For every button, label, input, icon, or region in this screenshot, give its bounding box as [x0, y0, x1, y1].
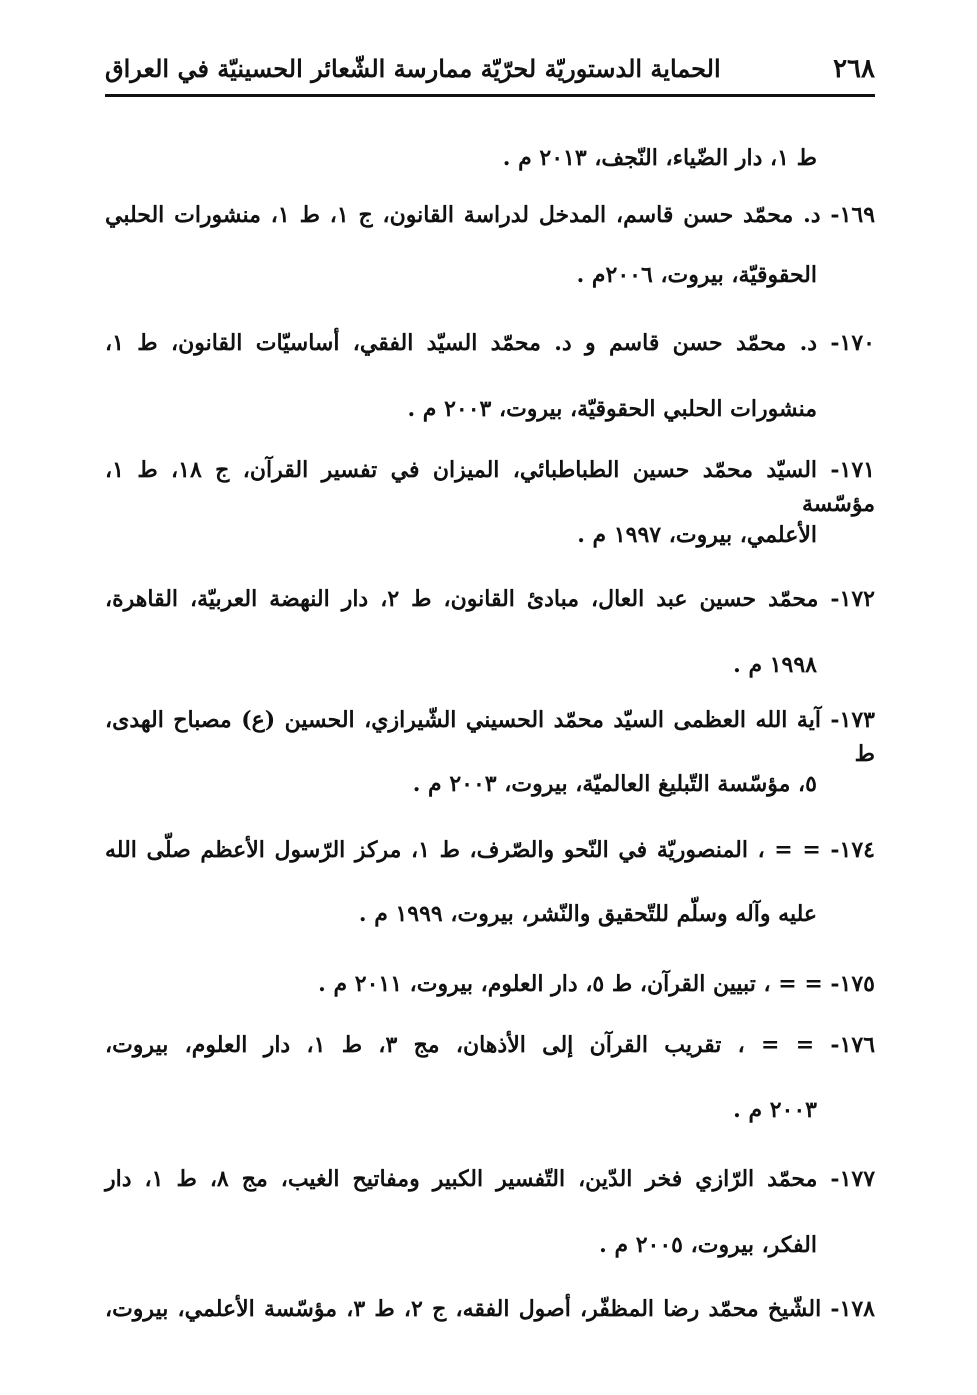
bibliography-entry-176: ١٧٦- = = ، تقريب القرآن إلى الأذهان، مج ٣، ط ١، دار العلوم، بيروت،	[105, 1032, 876, 1058]
bibliography-entry-178: ١٧٨- الشّيخ محمّد رضا المظفّر، أصول الفقه، ج ٢، ط ٣، مؤسّسة الأعلمي، بيروت،	[105, 1296, 875, 1322]
bibliography-line: الحقوقيّة، بيروت، ٢٠٠٦م .	[576, 262, 817, 288]
running-title: الحماية الدستوريّة لحرّيّة ممارسة الشّعائر الحسينيّة في العراق	[105, 54, 721, 83]
bibliography-line: ١٩٩٨ م .	[733, 652, 817, 678]
bibliography-line: ط ١، دار الضّياء، النّجف، ٢٠١٣ م .	[502, 145, 817, 171]
bibliography-line: منشورات الحلبي الحقوقيّة، بيروت، ٢٠٠٣ م .	[407, 396, 817, 422]
bibliography-line: ٢٠٠٣ م .	[733, 1097, 817, 1123]
running-header	[105, 52, 875, 97]
bibliography-entry-172: ١٧٢- محمّد حسين عبد العال، مبادئ القانون، ط ٢، دار النهضة العربيّة، القاهرة،	[105, 586, 875, 612]
bibliography-line: الأعلمي، بيروت، ١٩٩٧ م .	[577, 522, 817, 548]
bibliography-line: ٥، مؤسّسة التّبليغ العالميّة، بيروت، ٢٠٠٣ م .	[412, 771, 817, 797]
bibliography-entry-171: ١٧١- السيّد محمّد حسين الطباطبائي، الميزان في تفسير القرآن، ج ١٨، ط ١، مؤسّسة	[105, 457, 875, 517]
bibliography-line: الفكر، بيروت، ٢٠٠٥ م .	[599, 1232, 817, 1258]
page-number: ٢٦٨	[833, 54, 875, 84]
bibliography-entry-175: ١٧٥- = = ، تبيين القرآن، ط ٥، دار العلوم، بيروت، ٢٠١١ م .	[318, 971, 875, 997]
bibliography-entry-174: ١٧٤- = = ، المنصوريّة في النّحو والصّرف، ط ١، مركز الرّسول الأعظم صلّى الله	[105, 837, 875, 863]
bibliography-line: عليه وآله وسلّم للتّحقيق والنّشر، بيروت، ١٩٩٩ م .	[358, 901, 817, 927]
bibliography-entry-169: ١٦٩- د. محمّد حسن قاسم، المدخل لدراسة القانون، ج ١، ط ١، منشورات الحلبي	[105, 202, 876, 228]
bibliography-entry-173: ١٧٣- آية الله العظمى السيّد محمّد الحسيني الشّيرازي، الحسين (ع) مصباح الهدى، ط	[105, 707, 875, 767]
bibliography-entry-170: ١٧٠- د. محمّد حسن قاسم و د. محمّد السيّد الفقي، أساسيّات القانون، ط ١،	[105, 330, 875, 356]
bibliography-entry-177: ١٧٧- محمّد الرّازي فخر الدّين، التّفسير الكبير ومفاتيح الغيب، مج ٨، ط ١، دار	[105, 1166, 876, 1192]
